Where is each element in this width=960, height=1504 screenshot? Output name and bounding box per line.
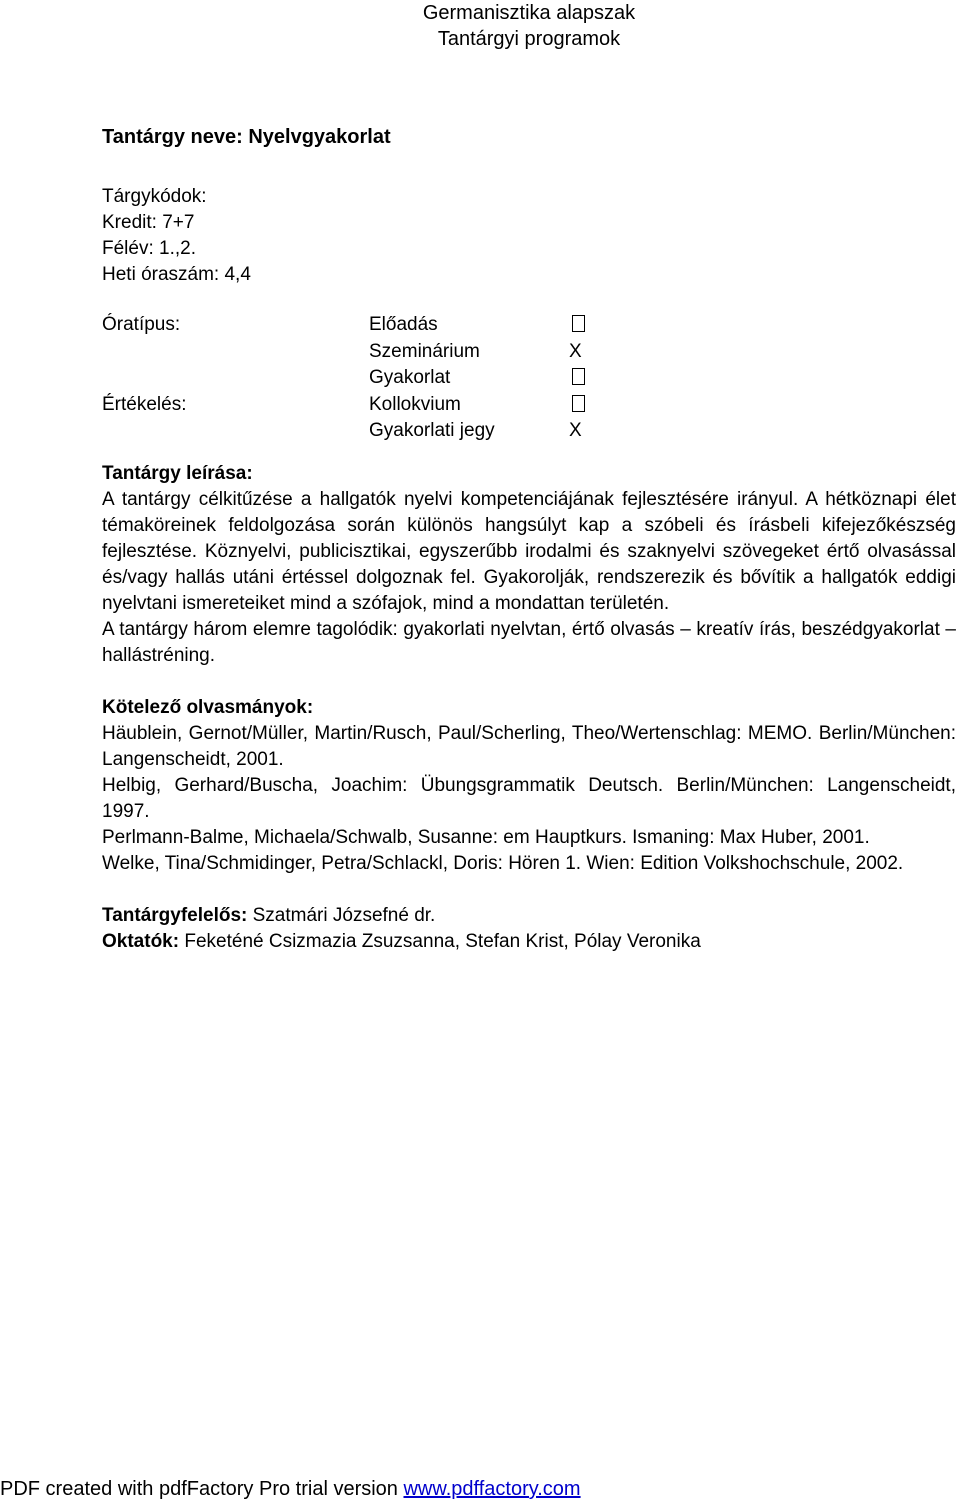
reading-item: Häublein, Gernot/Müller, Martin/Rusch, Paul/Scherling, Theo/Wertenschlag: MEMO. Berlin/München: Langenscheidt, 2001. [102, 722, 956, 770]
unchecked-box-icon [569, 365, 599, 392]
course-credit: Kredit: 7+7 [102, 212, 195, 233]
type-mark: X [569, 340, 582, 362]
type-mark: X [569, 420, 582, 441]
teachers-label: Oktatók: [102, 930, 180, 952]
reading-item: Welke, Tina/Schmidinger, Petra/Schlackl, Doris: Hören 1. Wien: Edition Volkshochschule, 2002. [102, 852, 904, 874]
teachers-value: Feketéné Csizmazia Zsuzsanna, Stefan Krist, Pólay Veronika [179, 930, 701, 952]
evaluation-label: Értékelés: [102, 393, 187, 415]
staff-section [102, 903, 956, 955]
reading-item: Perlmann-Balme, Michaela/Schwalb, Susanne: em Hauptkurs. Ismaning: Max Huber, 2001. [102, 826, 870, 848]
course-hours: Heti óraszám: 4,4 [102, 264, 251, 285]
teachers-line [102, 929, 956, 955]
responsible-label: Tantárgyfelelős: [102, 904, 248, 926]
course-title: Tantárgy neve: Nyelvgyakorlat [102, 126, 391, 148]
readings-section [102, 695, 956, 877]
description-paragraph: A tantárgy célkitűzése a hallgatók nyelvi kompetenciájának fejlesztésére irányul. A hétköznapi élet témaköreinek feldolgozása során különös hangsúlyt kap a szóbeli és írásbeli kifejezőkészség fejlesztése. Köznyelvi, publicisztikai, egyszerűbb irodalmi és szaknyelvi szövegeket értő olvasással és/vagy hallás utáni értéssel dolgoznak fel. Gyakorolják, rendszerezik és bővítik a hallgatók eddigi nyelvtani ismereteiket mind a szófajok, mind a mondattan területén. [102, 488, 956, 614]
header-line-2: Tantárgyi programok [437, 28, 621, 50]
type-row [102, 392, 956, 419]
description-section [102, 461, 956, 669]
unchecked-box-icon [569, 312, 599, 339]
type-row [102, 418, 956, 445]
course-codes: Tárgykódok: [102, 186, 207, 207]
description-heading: Tantárgy leírása: [102, 462, 253, 484]
class-type-table [102, 312, 956, 445]
course-semester: Félév: 1.,2. [102, 238, 196, 259]
responsible-line [102, 903, 956, 929]
unchecked-box-icon [569, 392, 599, 419]
type-name: Kollokvium [369, 393, 461, 415]
reading-item: Helbig, Gerhard/Buscha, Joachim: Übungsgrammatik Deutsch. Berlin/München: Langenscheidt, 1997. [102, 774, 956, 822]
type-row [102, 339, 956, 366]
footer-link[interactable]: www.pdffactory.com [403, 1478, 581, 1500]
description-paragraph: A tantárgy három elemre tagolódik: gyakorlati nyelvtan, értő olvasás – kreatív írás, beszédgyakorlat – hallástréning. [102, 618, 956, 666]
course-meta [102, 184, 956, 288]
type-name: Szeminárium [369, 340, 480, 362]
type-name: Gyakorlat [369, 367, 451, 388]
class-type-label: Óratípus: [102, 314, 181, 335]
footer-text: PDF created with pdfFactory Pro trial version [0, 1478, 404, 1500]
type-row [102, 365, 956, 392]
type-name: Előadás [369, 314, 438, 335]
responsible-value: Szatmári Józsefné dr. [247, 904, 436, 926]
page-header [0, 0, 960, 52]
type-name: Gyakorlati jegy [369, 420, 495, 441]
document-body [102, 124, 956, 955]
pdf-watermark-footer [0, 1476, 581, 1502]
type-row [102, 312, 956, 339]
readings-heading: Kötelező olvasmányok: [102, 696, 314, 718]
header-line-1: Germanisztika alapszak [422, 2, 636, 24]
